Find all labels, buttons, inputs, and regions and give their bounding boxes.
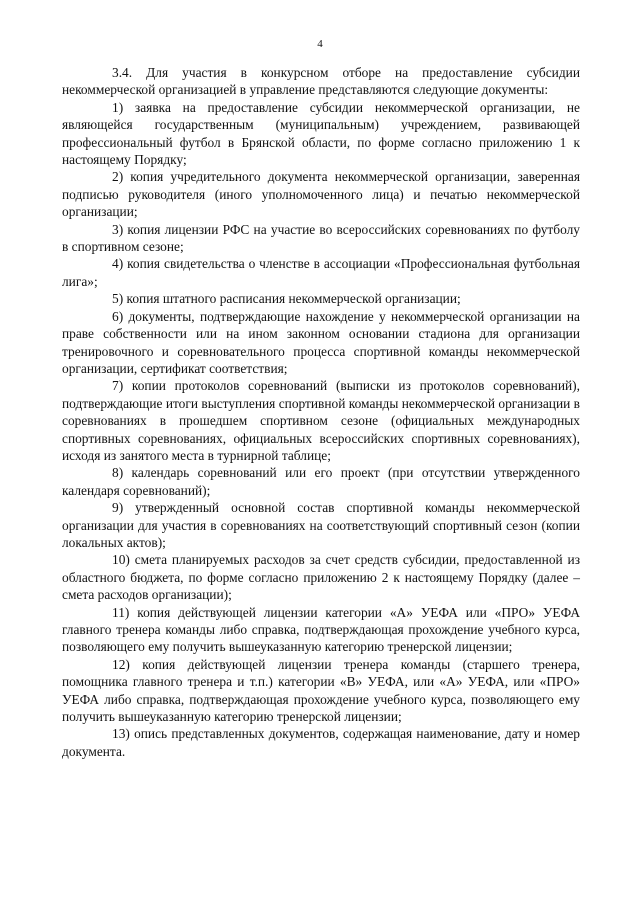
list-item-1: 1) заявка на предоставление субсидии некоммерческой организации, не являющейся государственным (муниципальным) учреждением, развивающей профессиональный футбол в Брянской области, по форме согласно приложению 1 к настоящему Порядку; xyxy=(62,99,580,168)
list-item-3: 3) копия лицензии РФС на участие во всероссийских соревнованиях по футболу в спортивном сезоне; xyxy=(62,221,580,255)
list-item-12: 12) копия действующей лицензии тренера команды (старшего тренера, помощника главного тренера и т.п.) категории «В» УЕФА, или «А» УЕФА, или «ПРО» УЕФА либо справка, подтверждающая прохождение учебного курса, позволяющего ему получить вышеуказанную категорию тренерской лицензии; xyxy=(62,656,580,725)
list-item-9: 9) утвержденный основной состав спортивной команды некоммерческой организации для участия в соревнованиях на соответствующий спортивный сезон (копии локальных актов); xyxy=(62,500,580,550)
list-item-11: 11) копия действующей лицензии категории «А» УЕФА или «ПРО» УЕФА главного тренера команды либо справка, подтверждающая прохождение учебного курса, позволяющего ему получить вышеуказанную категорию тренерской лицензии; xyxy=(62,604,580,655)
list-item-2: 2) копия учредительного документа некоммерческой организации, заверенная подписью руководителя (иного уполномоченного лица) и печатью некоммерческой организации; xyxy=(62,169,580,220)
list-item-4: 4) копия свидетельства о членстве в ассоциации «Профессиональная футбольная лига»; xyxy=(62,256,580,289)
list-item-10: 10) смета планируемых расходов за счет средств субсидии, предоставленной из областного бюджета, по форме согласно приложению 2 к настоящему Порядку (далее – смета расходов организации); xyxy=(62,552,580,603)
page-number: 4 xyxy=(317,38,323,50)
list-item-7: 7) копии протоколов соревнований (выписки из протоколов соревнований), подтверждающие итоги выступления спортивной команды некоммерческой организации в соревнованиях в прошедшем спортивном сезоне (официальных международных спортивных соревнованиях, официальных всероссийских спортивных соревнованиях), исходя из занятого места в турнирной таблице; xyxy=(62,378,580,463)
list-item-5: 5) копия штатного расписания некоммерческой организации; xyxy=(112,291,461,307)
list-item-6: 6) документы, подтверждающие нахождение у некоммерческой организации на праве собственности или на ином законном основании стадиона для организации тренировочного и соревновательного процесса спортивной команды некоммерческой организации, сертификат соответствия; xyxy=(62,308,580,376)
paragraph-3-4: 3.4. Для участия в конкурсном отборе на предоставление субсидии некоммерческой организацией в управление представляются следующие документы: xyxy=(62,65,580,98)
list-item-13: 13) опись представленных документов, содержащая наименование, дату и номер документа. xyxy=(62,726,580,759)
list-item-8: 8) календарь соревнований или его проект (при отсутствии утвержденного календаря соревнований); xyxy=(62,465,580,498)
document-body xyxy=(62,64,580,760)
